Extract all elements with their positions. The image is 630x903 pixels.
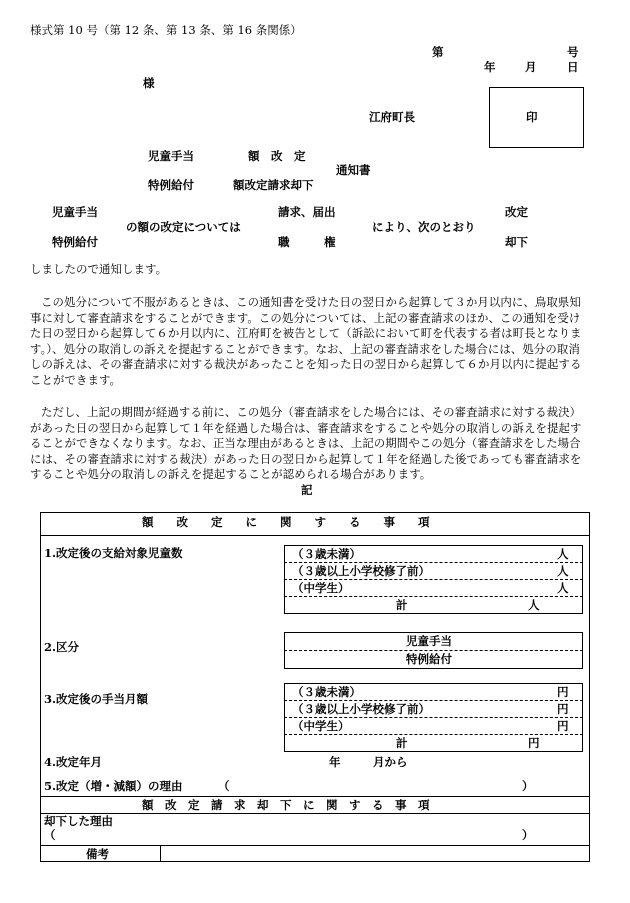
rejection-reason-label: 却下した理由 (44, 814, 113, 828)
item3-divider-3 (284, 734, 583, 735)
item3-row-unit: 円 (557, 685, 569, 699)
ki-label: 記 (301, 483, 313, 497)
item3-row-unit: 円 (557, 719, 569, 733)
appeal-paragraph-2: ただし、上記の期間が経過する前に、この処分（審査請求をした場合には、その審査請求に対する裁決）があった日の翌日から起算して１年を経過した場合は、審査請求をすることや処分の取消しの訴えを提起することができなくなります。なお、正当な理由があるときは、上記の期間やこの処分（審査請求をした場合には、その審査請求に対する裁決）があった日の翌日から起算して１年を経過した後であっても審査請求をすることや処分の取消しの訴えを提起することが認められる場合があります。 (30, 405, 582, 482)
item4-year-label: 年 (329, 755, 341, 769)
intro-child-allowance: 児童手当 (52, 205, 98, 219)
item4-month-from: 月から (373, 755, 408, 769)
remarks-divider (40, 845, 590, 846)
item3-row-label: （３歳未満） (292, 685, 361, 699)
table-header: 額 改 定 に 関 す る 事 項 (142, 515, 430, 529)
item1-row-label: （中学生） (292, 581, 350, 595)
intro-rejection: 却下 (505, 235, 528, 249)
date-month-label: 月 (525, 60, 537, 74)
item3-divider-1 (284, 700, 583, 701)
seal-label: 印 (526, 110, 538, 124)
item2-option-child-allowance: 児童手当 (406, 634, 452, 648)
item2-option-special-benefit: 特例給付 (406, 652, 452, 666)
rejection-paren-open: （ (44, 828, 56, 842)
title-notice: 通知書 (336, 163, 371, 177)
form-number: 様式第 10 号（第 12 条、第 13 条、第 16 条関係） (30, 23, 302, 37)
intro-amount-phrase: の額の改定については (126, 220, 241, 234)
item4-label: 4.改定年月 (44, 755, 103, 769)
intro-request-filing: 請求、届出 (278, 205, 336, 219)
rejection-paren-close: ） (522, 828, 534, 842)
item1-total-unit: 人 (528, 598, 540, 612)
rejection-top-divider (40, 796, 590, 797)
item3-row-label: （３歳以上小学校修了前） (292, 702, 430, 716)
item2-label: 2.区分 (44, 640, 80, 654)
title-special-benefit: 特例給付 (148, 178, 194, 192)
item1-divider-3 (284, 596, 583, 597)
item1-row-unit: 人 (557, 581, 569, 595)
item1-label: 1.改定後の支給対象児童数 (44, 546, 183, 560)
intro-special-benefit: 特例給付 (52, 235, 98, 249)
addressee-suffix: 様 (143, 76, 155, 90)
title-child-allowance: 児童手当 (148, 149, 194, 163)
intro-per-following: により、次のとおり (372, 220, 476, 234)
item5-paren-open: （ (218, 779, 230, 793)
rejection-header: 額 改 定 請 求 却 下 に 関 す る 事 項 (142, 798, 430, 812)
item1-total-label: 計 (396, 598, 408, 612)
item1-row-unit: 人 (557, 547, 569, 561)
item3-total-unit: 円 (528, 736, 540, 750)
item1-row-unit: 人 (557, 564, 569, 578)
remarks-label: 備考 (86, 847, 109, 861)
doc-number-prefix: 第 (432, 45, 444, 59)
title-amount-revision: 額 改 定 (248, 149, 306, 163)
item1-row-label: （３歳以上小学校修了前） (292, 564, 430, 578)
intro-closing: しましたので通知します。 (30, 262, 168, 276)
item5-paren-close: ） (522, 779, 534, 793)
item3-row-unit: 円 (557, 702, 569, 716)
title-rejection: 額改定請求却下 (233, 178, 314, 192)
item1-divider-2 (284, 579, 583, 580)
date-day-label: 日 (567, 60, 579, 74)
item3-divider-2 (284, 717, 583, 718)
issuer-name: 江府町長 (369, 110, 415, 124)
item3-label: 3.改定後の手当月額 (44, 692, 149, 706)
item2-divider (284, 650, 583, 651)
date-year-label: 年 (484, 60, 496, 74)
appeal-paragraph-1: この処分について不服があるときは、この通知書を受けた日の翌日から起算して３か月以内に、鳥取県知事に対して審査請求をすることができます。この処分については、上記の審査請求のほか、この通知を受けた日の翌日から起算して６か月以内に、江府町を被告として（訴訟において町を代表する者は町長となります。）、処分の取消しの訴えを提起することができます。なお、上記の審査請求をした場合には、処分の取消しの訴えは、その審査請求に対する裁決があったことを知った日の翌日から起算して６か月以内に提起することができます。 (30, 295, 582, 387)
intro-revision: 改定 (505, 205, 528, 219)
intro-ex-officio: 職 権 (278, 235, 336, 249)
item1-divider-1 (284, 562, 583, 563)
rejection-header-divider (40, 813, 590, 814)
table-header-divider (40, 535, 590, 536)
item3-total-label: 計 (396, 736, 408, 750)
doc-number-suffix: 号 (567, 45, 579, 59)
item5-label: 5.改定（増・減額）の理由 (44, 779, 183, 793)
remarks-column-divider (160, 845, 161, 862)
item3-row-label: （中学生） (292, 719, 350, 733)
item1-row-label: （３歳未満） (292, 547, 361, 561)
